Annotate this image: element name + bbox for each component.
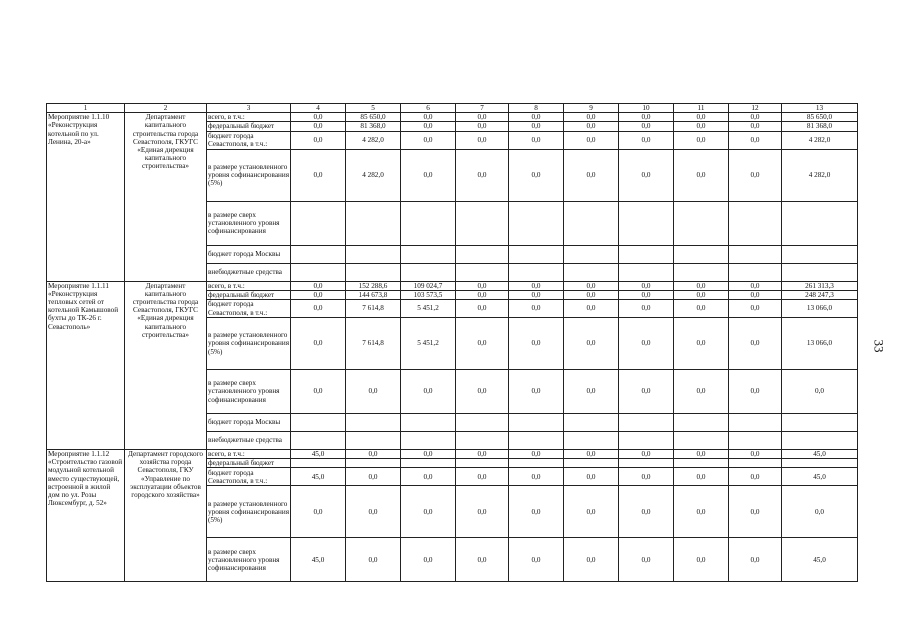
amount-cell: 0,0 [729, 370, 782, 414]
amount-cell: 0,0 [456, 450, 509, 459]
amount-cell: 0,0 [619, 281, 674, 290]
amount-cell: 144 673,8 [346, 290, 401, 299]
amount-cell [619, 414, 674, 432]
amount-cell [346, 201, 401, 245]
amount-cell: 5 451,2 [401, 300, 456, 318]
amount-cell: 0,0 [291, 113, 346, 122]
amount-cell: 0,0 [619, 300, 674, 318]
amount-cell: 0,0 [564, 450, 619, 459]
amount-cell [729, 459, 782, 468]
amount-cell: 0,0 [509, 131, 564, 149]
amount-cell: 0,0 [674, 300, 729, 318]
amount-cell: 45,0 [782, 450, 858, 459]
column-number-header: 10 [619, 104, 674, 113]
column-number-header: 8 [509, 104, 564, 113]
amount-cell: 0,0 [619, 149, 674, 201]
amount-cell [674, 432, 729, 450]
funding-source-cell: бюджет города Москвы [207, 414, 291, 432]
amount-cell: 0,0 [509, 318, 564, 370]
amount-cell: 0,0 [291, 318, 346, 370]
amount-cell: 0,0 [619, 486, 674, 538]
amount-cell: 0,0 [509, 468, 564, 486]
amount-cell: 0,0 [456, 318, 509, 370]
funding-source-cell: бюджет города Москвы [207, 245, 291, 263]
table-row [47, 113, 858, 122]
amount-cell [401, 245, 456, 263]
funding-source-cell: бюджет города Севастополя, в т.ч.: [207, 131, 291, 149]
budget-table [46, 103, 858, 582]
amount-cell: 81 368,0 [346, 122, 401, 131]
amount-cell: 0,0 [509, 538, 564, 582]
amount-cell: 0,0 [674, 113, 729, 122]
amount-cell: 0,0 [619, 450, 674, 459]
amount-cell: 81 368,0 [782, 122, 858, 131]
amount-cell: 0,0 [564, 468, 619, 486]
amount-cell [401, 414, 456, 432]
amount-cell [291, 414, 346, 432]
amount-cell: 0,0 [674, 468, 729, 486]
amount-cell [564, 263, 619, 281]
funding-source-cell: всего, в т.ч.: [207, 281, 291, 290]
amount-cell: 0,0 [291, 370, 346, 414]
amount-cell: 45,0 [782, 538, 858, 582]
funding-source-cell: в размере установленного уровня софинансирования (5%) [207, 318, 291, 370]
funding-source-cell: в размере сверх установленного уровня софинансирования [207, 370, 291, 414]
amount-cell: 0,0 [291, 122, 346, 131]
amount-cell: 0,0 [291, 290, 346, 299]
amount-cell: 0,0 [401, 131, 456, 149]
amount-cell: 0,0 [456, 113, 509, 122]
amount-cell [291, 245, 346, 263]
amount-cell [346, 414, 401, 432]
amount-cell: 0,0 [509, 370, 564, 414]
amount-cell: 261 313,3 [782, 281, 858, 290]
funding-source-cell: в размере установленного уровня софинансирования (5%) [207, 486, 291, 538]
funding-source-cell: в размере установленного уровня софинансирования (5%) [207, 149, 291, 201]
amount-cell [456, 201, 509, 245]
amount-cell: 0,0 [401, 122, 456, 131]
amount-cell: 0,0 [456, 538, 509, 582]
amount-cell [509, 201, 564, 245]
column-number-header: 3 [207, 104, 291, 113]
activity-name-cell: Мероприятие 1.1.11 «Реконструкция тепловых сетей от котельной Камышовой бухты до ТК-26 г. Севастополь» [47, 281, 125, 449]
amount-cell: 45,0 [291, 538, 346, 582]
amount-cell: 0,0 [346, 538, 401, 582]
amount-cell: 0,0 [619, 113, 674, 122]
amount-cell: 0,0 [674, 290, 729, 299]
funding-source-cell: внебюджетные средства [207, 263, 291, 281]
amount-cell: 0,0 [401, 468, 456, 486]
amount-cell [456, 263, 509, 281]
amount-cell: 0,0 [674, 122, 729, 131]
amount-cell [291, 432, 346, 450]
column-number-header: 5 [346, 104, 401, 113]
amount-cell [401, 459, 456, 468]
column-number-header: 6 [401, 104, 456, 113]
funding-source-cell: всего, в т.ч.: [207, 113, 291, 122]
amount-cell: 5 451,2 [401, 318, 456, 370]
column-number-header: 7 [456, 104, 509, 113]
amount-cell: 0,0 [674, 281, 729, 290]
amount-cell: 0,0 [619, 122, 674, 131]
amount-cell [782, 432, 858, 450]
amount-cell: 0,0 [619, 318, 674, 370]
amount-cell: 0,0 [564, 113, 619, 122]
amount-cell: 0,0 [729, 149, 782, 201]
amount-cell: 0,0 [619, 538, 674, 582]
amount-cell: 109 024,7 [401, 281, 456, 290]
amount-cell [291, 263, 346, 281]
amount-cell: 85 650,0 [782, 113, 858, 122]
amount-cell: 0,0 [564, 290, 619, 299]
column-number-header: 13 [782, 104, 858, 113]
funding-source-cell: федеральный бюджет [207, 290, 291, 299]
amount-cell [509, 459, 564, 468]
amount-cell [619, 432, 674, 450]
amount-cell: 0,0 [782, 486, 858, 538]
amount-cell: 0,0 [456, 281, 509, 290]
amount-cell: 0,0 [456, 370, 509, 414]
amount-cell [729, 432, 782, 450]
amount-cell: 0,0 [674, 538, 729, 582]
amount-cell: 0,0 [564, 486, 619, 538]
amount-cell [291, 459, 346, 468]
executor-cell: Департамент капитального строительства города Севастополя, ГКУГС «Единая дирекция капитального строительства» [125, 113, 207, 281]
column-number-header: 4 [291, 104, 346, 113]
amount-cell: 0,0 [456, 486, 509, 538]
funding-source-cell: внебюджетные средства [207, 432, 291, 450]
table-row [47, 450, 858, 459]
amount-cell: 7 614,8 [346, 318, 401, 370]
amount-cell [729, 245, 782, 263]
amount-cell: 0,0 [346, 468, 401, 486]
amount-cell [674, 459, 729, 468]
amount-cell [509, 263, 564, 281]
amount-cell [564, 414, 619, 432]
funding-source-cell: в размере сверх установленного уровня софинансирования [207, 538, 291, 582]
amount-cell [674, 245, 729, 263]
executor-cell: Департамент городского хозяйства города Севастополя, ГКУ «Управление по эксплуатации объектов городского хозяйства» [125, 450, 207, 582]
amount-cell [782, 459, 858, 468]
executor-cell: Департамент капитального строительства города Севастополя, ГКУГС «Единая дирекция капитального строительства» [125, 281, 207, 449]
amount-cell: 0,0 [729, 281, 782, 290]
amount-cell: 0,0 [291, 131, 346, 149]
column-number-header: 1 [47, 104, 125, 113]
amount-cell: 0,0 [674, 318, 729, 370]
amount-cell [729, 201, 782, 245]
table-header-row [47, 104, 858, 113]
amount-cell [509, 414, 564, 432]
amount-cell: 0,0 [729, 290, 782, 299]
amount-cell: 0,0 [619, 290, 674, 299]
amount-cell: 0,0 [564, 131, 619, 149]
amount-cell: 0,0 [509, 149, 564, 201]
amount-cell: 0,0 [401, 538, 456, 582]
amount-cell [346, 263, 401, 281]
amount-cell: 0,0 [291, 149, 346, 201]
table-row [47, 281, 858, 290]
amount-cell: 7 614,8 [346, 300, 401, 318]
amount-cell: 0,0 [509, 290, 564, 299]
amount-cell: 0,0 [291, 281, 346, 290]
funding-source-cell: федеральный бюджет [207, 459, 291, 468]
amount-cell: 45,0 [782, 468, 858, 486]
amount-cell [782, 245, 858, 263]
amount-cell: 0,0 [619, 131, 674, 149]
amount-cell: 0,0 [509, 281, 564, 290]
amount-cell [291, 201, 346, 245]
amount-cell [346, 245, 401, 263]
funding-source-cell: бюджет города Севастополя, в т.ч.: [207, 468, 291, 486]
amount-cell: 0,0 [401, 450, 456, 459]
amount-cell [509, 245, 564, 263]
amount-cell: 0,0 [619, 370, 674, 414]
amount-cell: 85 650,0 [346, 113, 401, 122]
amount-cell: 0,0 [729, 131, 782, 149]
amount-cell: 13 066,0 [782, 300, 858, 318]
amount-cell [782, 414, 858, 432]
amount-cell: 0,0 [674, 370, 729, 414]
amount-cell: 0,0 [674, 131, 729, 149]
amount-cell: 0,0 [509, 113, 564, 122]
column-number-header: 2 [125, 104, 207, 113]
amount-cell [619, 245, 674, 263]
amount-cell: 0,0 [729, 122, 782, 131]
amount-cell: 0,0 [619, 468, 674, 486]
funding-source-cell: бюджет города Севастополя, в т.ч.: [207, 300, 291, 318]
amount-cell: 0,0 [729, 538, 782, 582]
amount-cell: 0,0 [509, 450, 564, 459]
amount-cell: 0,0 [729, 468, 782, 486]
amount-cell [346, 459, 401, 468]
amount-cell: 0,0 [674, 149, 729, 201]
amount-cell: 0,0 [729, 113, 782, 122]
amount-cell: 0,0 [564, 300, 619, 318]
amount-cell: 4 282,0 [782, 131, 858, 149]
amount-cell: 0,0 [509, 486, 564, 538]
amount-cell: 0,0 [346, 370, 401, 414]
amount-cell [401, 432, 456, 450]
amount-cell [456, 459, 509, 468]
amount-cell: 0,0 [291, 486, 346, 538]
amount-cell: 0,0 [564, 149, 619, 201]
amount-cell: 0,0 [564, 281, 619, 290]
amount-cell [782, 201, 858, 245]
amount-cell: 0,0 [401, 370, 456, 414]
amount-cell: 0,0 [456, 290, 509, 299]
amount-cell: 0,0 [564, 538, 619, 582]
amount-cell [346, 432, 401, 450]
amount-cell: 0,0 [456, 149, 509, 201]
amount-cell [729, 263, 782, 281]
amount-cell [674, 263, 729, 281]
amount-cell: 4 282,0 [782, 149, 858, 201]
amount-cell: 45,0 [291, 468, 346, 486]
funding-source-cell: федеральный бюджет [207, 122, 291, 131]
amount-cell [564, 245, 619, 263]
activity-name-cell: Мероприятие 1.1.10 «Реконструкция котельной по ул. Ленина, 20-а» [47, 113, 125, 281]
amount-cell: 0,0 [564, 318, 619, 370]
amount-cell [619, 263, 674, 281]
amount-cell: 0,0 [782, 370, 858, 414]
amount-cell: 0,0 [346, 450, 401, 459]
amount-cell [782, 263, 858, 281]
funding-source-cell: в размере сверх установленного уровня софинансирования [207, 201, 291, 245]
amount-cell [619, 201, 674, 245]
amount-cell: 13 066,0 [782, 318, 858, 370]
amount-cell: 248 247,3 [782, 290, 858, 299]
amount-cell: 0,0 [674, 450, 729, 459]
amount-cell: 0,0 [729, 318, 782, 370]
amount-cell: 0,0 [564, 122, 619, 131]
amount-cell: 0,0 [509, 122, 564, 131]
amount-cell: 0,0 [291, 300, 346, 318]
amount-cell: 0,0 [456, 131, 509, 149]
amount-cell: 0,0 [456, 468, 509, 486]
column-number-header: 12 [729, 104, 782, 113]
amount-cell: 0,0 [564, 370, 619, 414]
amount-cell [564, 432, 619, 450]
amount-cell: 4 282,0 [346, 149, 401, 201]
amount-cell: 103 573,5 [401, 290, 456, 299]
amount-cell: 0,0 [401, 113, 456, 122]
amount-cell [619, 459, 674, 468]
amount-cell: 152 288,6 [346, 281, 401, 290]
amount-cell [456, 414, 509, 432]
amount-cell: 0,0 [456, 122, 509, 131]
page-number: 33 [871, 339, 887, 353]
activity-name-cell: Мероприятие 1.1.12 «Строительство газовой модульной котельной вместо существующей, встроенной в жилой дом по ул. Розы Люксембург, д. 52» [47, 450, 125, 582]
amount-cell [401, 263, 456, 281]
amount-cell: 0,0 [509, 300, 564, 318]
amount-cell: 4 282,0 [346, 131, 401, 149]
amount-cell [564, 201, 619, 245]
amount-cell: 0,0 [674, 486, 729, 538]
amount-cell: 0,0 [401, 486, 456, 538]
document-page [46, 103, 834, 582]
amount-cell [674, 414, 729, 432]
amount-cell: 0,0 [729, 300, 782, 318]
amount-cell: 0,0 [456, 300, 509, 318]
amount-cell [564, 459, 619, 468]
amount-cell [401, 201, 456, 245]
amount-cell [509, 432, 564, 450]
funding-source-cell: всего, в т.ч.: [207, 450, 291, 459]
amount-cell: 0,0 [346, 486, 401, 538]
amount-cell: 0,0 [729, 486, 782, 538]
column-number-header: 11 [674, 104, 729, 113]
amount-cell: 0,0 [729, 450, 782, 459]
amount-cell: 0,0 [401, 149, 456, 201]
amount-cell [456, 245, 509, 263]
amount-cell [674, 201, 729, 245]
amount-cell [456, 432, 509, 450]
column-number-header: 9 [564, 104, 619, 113]
amount-cell: 45,0 [291, 450, 346, 459]
amount-cell [729, 414, 782, 432]
